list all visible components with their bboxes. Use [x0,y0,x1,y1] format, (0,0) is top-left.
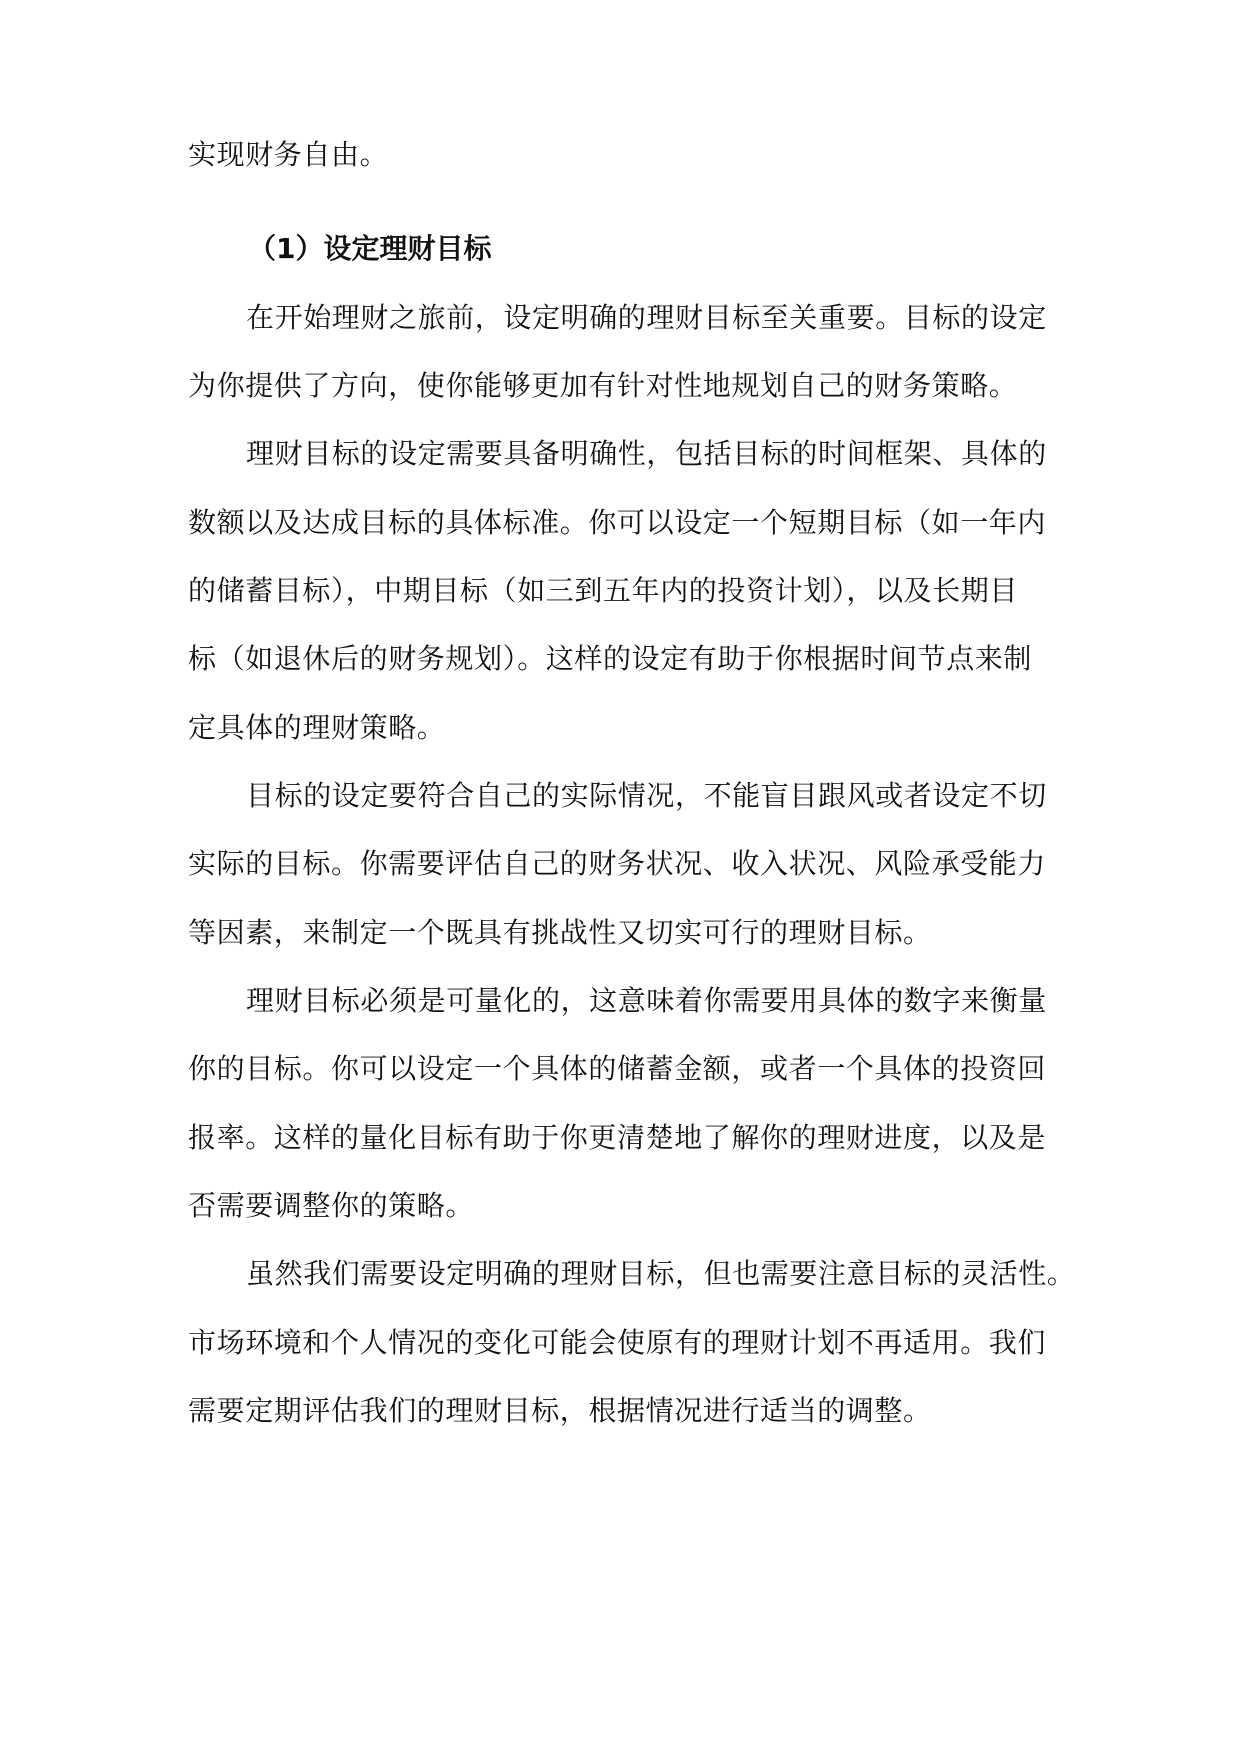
paragraph-line: 数额以及达成目标的具体标准。你可以设定一个短期目标（如一年内 [188,506,1047,539]
paragraph-line: 你的目标。你可以设定一个具体的储蓄金额，或者一个具体的投资回 [188,1052,1047,1085]
paragraph-line: 否需要调整你的策略。 [188,1189,475,1222]
paragraph-line: 等因素，来制定一个既具有挑战性又切实可行的理财目标。 [188,916,932,949]
intro-tail-line: 实现财务自由。 [188,138,389,171]
paragraph-line: 定具体的理财策略。 [188,711,446,744]
paragraph-line: 虽然我们需要设定明确的理财目标，但也需要注意目标的灵活性。 [246,1257,1076,1290]
paragraph-line: 理财目标的设定需要具备明确性，包括目标的时间框架、具体的 [246,437,1047,470]
paragraph-line: 在开始理财之旅前，设定明确的理财目标至关重要。目标的设定 [246,301,1047,334]
paragraph-line: 实际的目标。你需要评估自己的财务状况、收入状况、风险承受能力 [188,847,1047,880]
paragraph-line: 为你提供了方向，使你能够更加有针对性地规划自己的财务策略。 [188,369,1018,402]
paragraph-line: 需要定期评估我们的理财目标，根据情况进行适当的调整。 [188,1394,932,1427]
paragraph-line: 目标的设定要符合自己的实际情况，不能盲目跟风或者设定不切 [246,779,1047,812]
section-heading: （1）设定理财目标 [248,232,492,265]
paragraph-line: 市场环境和个人情况的变化可能会使原有的理财计划不再适用。我们 [188,1326,1047,1359]
paragraph-line: 标（如退休后的财务规划）。这样的设定有助于你根据时间节点来制 [188,642,1033,675]
paragraph-line: 理财目标必须是可量化的，这意味着你需要用具体的数字来衡量 [246,984,1047,1017]
paragraph-line: 报率。这样的量化目标有助于你更清楚地了解你的理财进度，以及是 [188,1121,1047,1154]
paragraph-line: 的储蓄目标），中期目标（如三到五年内的投资计划），以及长期目 [188,574,1019,607]
